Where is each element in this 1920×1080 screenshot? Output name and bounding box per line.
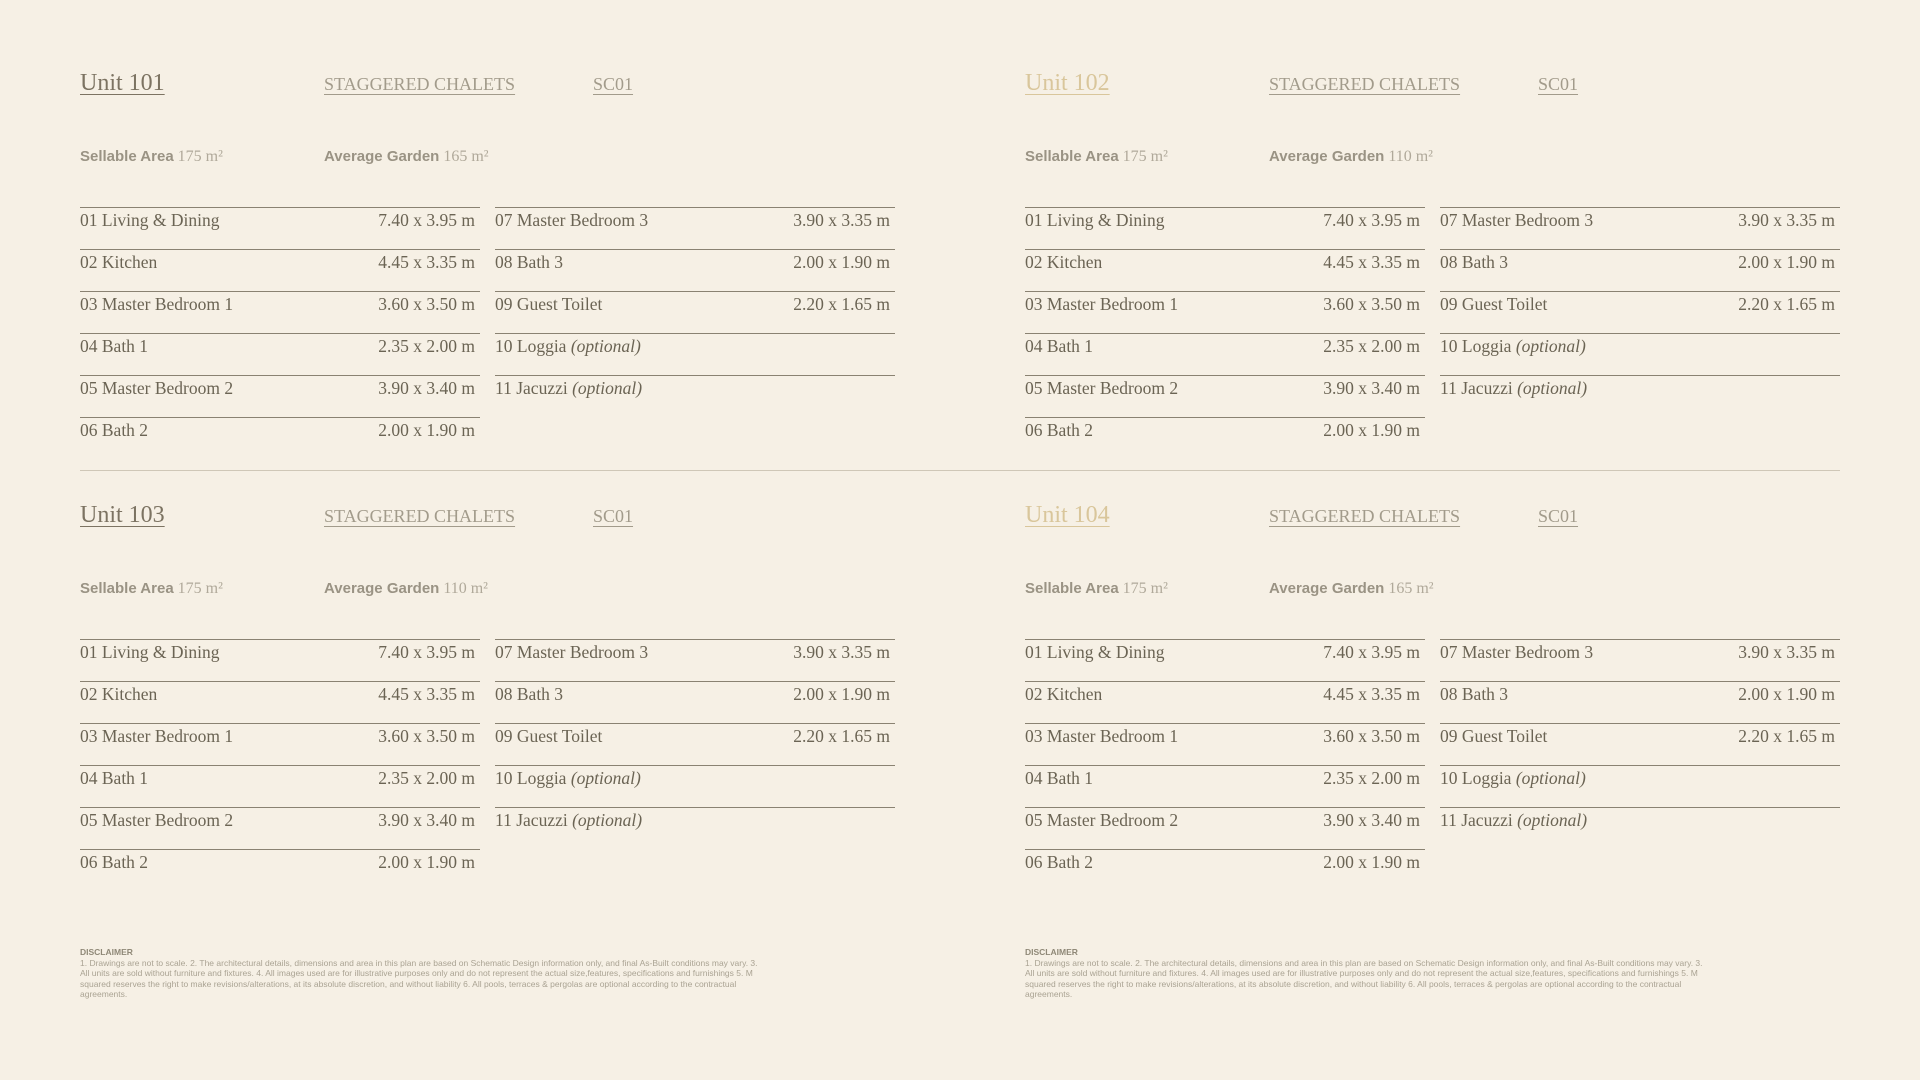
room-dimension: 2.35 x 2.00 m [1323, 336, 1420, 356]
disclaimer-right [1025, 947, 1705, 1000]
sellable-area-label: Sellable Area [80, 148, 174, 165]
room-row [1025, 765, 1425, 807]
room-dimension: 3.90 x 3.40 m [378, 810, 475, 830]
room-row [495, 207, 895, 249]
room-dimension: 2.00 x 1.90 m [793, 252, 890, 272]
average-garden [324, 580, 488, 598]
room-name: 02 Kitchen [1025, 684, 1103, 704]
unit-header [80, 502, 900, 542]
room-name: 06 Bath 2 [80, 852, 149, 872]
room-name: 08 Bath 3 [495, 684, 564, 704]
room-dimension: 3.90 x 3.40 m [378, 378, 475, 398]
room-name-text: 10 Loggia [495, 768, 567, 788]
room-row [495, 807, 895, 849]
room-row [1025, 249, 1425, 291]
room-name: 07 Master Bedroom 3 [495, 642, 649, 662]
room-name-text: 10 Loggia [1440, 768, 1512, 788]
disclaimer-title: DISCLAIMER [1025, 947, 1078, 957]
disclaimer-title: DISCLAIMER [80, 947, 133, 957]
room-dimension: 4.45 x 3.35 m [1323, 252, 1420, 272]
room-row [1440, 333, 1840, 375]
room-dimension: 3.90 x 3.35 m [793, 642, 890, 662]
unit-header [80, 70, 900, 110]
sellable-area-value: 175 m² [177, 580, 223, 597]
sellable-area [1025, 148, 1168, 166]
room-name: 07 Master Bedroom 3 [495, 210, 649, 230]
unit-type-link[interactable]: STAGGERED CHALETS [324, 506, 516, 526]
room-row [80, 375, 480, 417]
room-dimension: 2.00 x 1.90 m [1738, 684, 1835, 704]
room-row [1025, 639, 1425, 681]
room-dimension: 2.20 x 1.65 m [793, 726, 890, 746]
room-dimension: 3.90 x 3.40 m [1323, 810, 1420, 830]
room-row [1440, 249, 1840, 291]
average-garden-label: Average Garden [324, 580, 440, 597]
unit-code-link[interactable]: SC01 [593, 506, 634, 526]
unit-type-link[interactable]: STAGGERED CHALETS [1269, 74, 1461, 94]
room-dimension: 2.00 x 1.90 m [793, 684, 890, 704]
unit-title[interactable]: Unit 102 [1025, 70, 1110, 96]
room-name: 01 Living & Dining [1025, 642, 1165, 662]
disclaimer-text: 1. Drawings are not to scale. 2. The architectural details, dimensions and area in this plan are based on Schematic Design information only, and final As-Built conditions may vary. 3. All units are sold without furniture and fixtures. 4. All images used are for illustrative purposes only and do not represent the actual size,features, specifications and furnishings 5. M squared reserves the right to make revisions/alterations, at its absolute discretion, and without liability 6. All pools, terraces & pergolas are optional according to the contractual agreements. [1025, 957, 1703, 999]
room-row [80, 765, 480, 807]
sellable-area-value: 175 m² [1122, 580, 1168, 597]
room-row [495, 765, 895, 807]
room-row [1440, 375, 1840, 417]
unit-code-link[interactable]: SC01 [1538, 74, 1579, 94]
room-name: 06 Bath 2 [1025, 852, 1094, 872]
room-name: 05 Master Bedroom 2 [80, 378, 234, 398]
unit-header [1025, 70, 1845, 110]
room-dimension: 2.20 x 1.65 m [1738, 294, 1835, 314]
room-row [495, 249, 895, 291]
room-name: 02 Kitchen [80, 684, 158, 704]
room-column-right [1440, 639, 1840, 849]
room-row [495, 639, 895, 681]
unit-title[interactable]: Unit 104 [1025, 502, 1110, 528]
room-name: 04 Bath 1 [1025, 768, 1094, 788]
room-row [80, 249, 480, 291]
room-row [80, 807, 480, 849]
room-name: 05 Master Bedroom 2 [80, 810, 234, 830]
room-name: 03 Master Bedroom 1 [1025, 726, 1179, 746]
room-name: 03 Master Bedroom 1 [80, 726, 234, 746]
room-dimension: 4.45 x 3.35 m [378, 252, 475, 272]
room-row [1025, 849, 1425, 891]
unit-code-link[interactable]: SC01 [1538, 506, 1579, 526]
room-name-text: 11 Jacuzzi [495, 378, 568, 398]
room-row [1025, 207, 1425, 249]
unit-103-panel [80, 502, 900, 872]
room-row [1440, 807, 1840, 849]
room-dimension: 2.00 x 1.90 m [378, 420, 475, 440]
room-dimension: 2.35 x 2.00 m [378, 768, 475, 788]
room-name-text: 10 Loggia [495, 336, 567, 356]
room-row [495, 333, 895, 375]
room-dimension: 2.20 x 1.65 m [1738, 726, 1835, 746]
room-dimension: 2.35 x 2.00 m [378, 336, 475, 356]
room-row [80, 639, 480, 681]
room-name [495, 810, 642, 831]
room-row [80, 207, 480, 249]
sellable-area [80, 580, 223, 598]
unit-104-panel [1025, 502, 1845, 872]
unit-title[interactable]: Unit 101 [80, 70, 165, 96]
room-name: 04 Bath 1 [1025, 336, 1094, 356]
room-name: 09 Guest Toilet [1440, 726, 1548, 746]
average-garden-label: Average Garden [324, 148, 440, 165]
average-garden-value: 165 m² [443, 148, 489, 165]
unit-stats [1025, 148, 1845, 168]
average-garden-label: Average Garden [1269, 580, 1385, 597]
unit-title[interactable]: Unit 103 [80, 502, 165, 528]
room-name [495, 378, 642, 399]
sellable-area-value: 175 m² [177, 148, 223, 165]
room-name: 03 Master Bedroom 1 [80, 294, 234, 314]
room-name: 01 Living & Dining [80, 210, 220, 230]
room-name [1440, 810, 1587, 831]
optional-tag: (optional) [572, 378, 643, 398]
room-row [1440, 291, 1840, 333]
room-row [1440, 765, 1840, 807]
room-row [80, 291, 480, 333]
room-dimension: 2.20 x 1.65 m [793, 294, 890, 314]
sellable-area [80, 148, 223, 166]
room-row [1025, 807, 1425, 849]
average-garden-value: 165 m² [1388, 580, 1434, 597]
room-dimension: 2.00 x 1.90 m [1323, 420, 1420, 440]
room-name: 07 Master Bedroom 3 [1440, 210, 1594, 230]
room-name: 08 Bath 3 [495, 252, 564, 272]
average-garden-value: 110 m² [443, 580, 488, 597]
optional-tag: (optional) [1515, 768, 1586, 788]
room-row [80, 849, 480, 891]
sellable-area-label: Sellable Area [1025, 148, 1119, 165]
sellable-area-value: 175 m² [1122, 148, 1168, 165]
optional-tag: (optional) [1517, 810, 1588, 830]
room-row [495, 723, 895, 765]
unit-code-link[interactable]: SC01 [593, 74, 634, 94]
room-column-right [495, 639, 895, 849]
room-name-text: 11 Jacuzzi [495, 810, 568, 830]
room-dimension: 3.90 x 3.40 m [1323, 378, 1420, 398]
unit-stats [80, 580, 900, 600]
unit-header [1025, 502, 1845, 542]
room-row [1025, 375, 1425, 417]
room-column-left [1025, 639, 1425, 891]
room-dimension: 2.35 x 2.00 m [1323, 768, 1420, 788]
room-row [1025, 291, 1425, 333]
room-name: 02 Kitchen [1025, 252, 1103, 272]
average-garden [1269, 580, 1434, 598]
room-name: 06 Bath 2 [80, 420, 149, 440]
room-name-text: 11 Jacuzzi [1440, 810, 1513, 830]
room-name: 03 Master Bedroom 1 [1025, 294, 1179, 314]
room-name: 07 Master Bedroom 3 [1440, 642, 1594, 662]
room-dimension: 3.60 x 3.50 m [378, 294, 475, 314]
room-name: 01 Living & Dining [80, 642, 220, 662]
room-row [495, 681, 895, 723]
average-garden-label: Average Garden [1269, 148, 1385, 165]
room-name: 05 Master Bedroom 2 [1025, 378, 1179, 398]
room-name: 01 Living & Dining [1025, 210, 1165, 230]
room-row [80, 723, 480, 765]
room-dimension: 7.40 x 3.95 m [1323, 642, 1420, 662]
room-name [1440, 336, 1586, 357]
room-name [495, 336, 641, 357]
room-row [1440, 723, 1840, 765]
unit-stats [1025, 580, 1845, 600]
room-name [1440, 378, 1587, 399]
room-dimension: 3.60 x 3.50 m [1323, 726, 1420, 746]
disclaimer-text: 1. Drawings are not to scale. 2. The architectural details, dimensions and area in this plan are based on Schematic Design information only, and final As-Built conditions may vary. 3. All units are sold without furniture and fixtures. 4. All images used are for illustrative purposes only and do not represent the actual size,features, specifications and furnishings 5. M squared reserves the right to make revisions/alterations, at its absolute discretion, and without liability 6. All pools, terraces & pergolas are optional according to the contractual agreements. [80, 957, 758, 999]
unit-type-link[interactable]: STAGGERED CHALETS [1269, 506, 1461, 526]
unit-stats [80, 148, 900, 168]
room-column-right [495, 207, 895, 417]
optional-tag: (optional) [570, 768, 641, 788]
room-name-text: 11 Jacuzzi [1440, 378, 1513, 398]
room-row [1025, 681, 1425, 723]
room-dimension: 3.60 x 3.50 m [378, 726, 475, 746]
room-dimension: 2.00 x 1.90 m [1323, 852, 1420, 872]
room-row [1025, 333, 1425, 375]
room-column-left [1025, 207, 1425, 459]
room-name: 09 Guest Toilet [495, 726, 603, 746]
room-row [1440, 207, 1840, 249]
room-row [80, 681, 480, 723]
room-dimension: 2.00 x 1.90 m [378, 852, 475, 872]
room-name: 08 Bath 3 [1440, 684, 1509, 704]
disclaimer-left [80, 947, 760, 1000]
room-column-left [80, 639, 480, 891]
average-garden [1269, 148, 1433, 166]
room-dimension: 3.90 x 3.35 m [1738, 210, 1835, 230]
room-row [495, 375, 895, 417]
room-name: 06 Bath 2 [1025, 420, 1094, 440]
room-dimension: 3.60 x 3.50 m [1323, 294, 1420, 314]
room-dimension: 7.40 x 3.95 m [378, 210, 475, 230]
sellable-area-label: Sellable Area [80, 580, 174, 597]
optional-tag: (optional) [572, 810, 643, 830]
room-name: 04 Bath 1 [80, 336, 149, 356]
unit-type-link[interactable]: STAGGERED CHALETS [324, 74, 516, 94]
room-name: 09 Guest Toilet [1440, 294, 1548, 314]
room-dimension: 7.40 x 3.95 m [378, 642, 475, 662]
average-garden-value: 110 m² [1388, 148, 1433, 165]
section-divider [80, 470, 1840, 471]
room-dimension: 4.45 x 3.35 m [378, 684, 475, 704]
unit-102-panel [1025, 70, 1845, 440]
unit-101-panel [80, 70, 900, 440]
room-name: 05 Master Bedroom 2 [1025, 810, 1179, 830]
room-dimension: 4.45 x 3.35 m [1323, 684, 1420, 704]
room-row [1440, 681, 1840, 723]
room-name: 09 Guest Toilet [495, 294, 603, 314]
room-row [495, 291, 895, 333]
room-row [1025, 723, 1425, 765]
room-name [495, 768, 641, 789]
room-dimension: 3.90 x 3.35 m [793, 210, 890, 230]
room-row [1440, 639, 1840, 681]
room-row [80, 333, 480, 375]
room-row [80, 417, 480, 459]
room-dimension: 7.40 x 3.95 m [1323, 210, 1420, 230]
room-name [1440, 768, 1586, 789]
sellable-area-label: Sellable Area [1025, 580, 1119, 597]
room-name-text: 10 Loggia [1440, 336, 1512, 356]
room-name: 08 Bath 3 [1440, 252, 1509, 272]
room-column-right [1440, 207, 1840, 417]
room-name: 04 Bath 1 [80, 768, 149, 788]
room-dimension: 2.00 x 1.90 m [1738, 252, 1835, 272]
optional-tag: (optional) [1515, 336, 1586, 356]
optional-tag: (optional) [570, 336, 641, 356]
sellable-area [1025, 580, 1168, 598]
room-column-left [80, 207, 480, 459]
room-row [1025, 417, 1425, 459]
optional-tag: (optional) [1517, 378, 1588, 398]
room-name: 02 Kitchen [80, 252, 158, 272]
room-dimension: 3.90 x 3.35 m [1738, 642, 1835, 662]
average-garden [324, 148, 489, 166]
